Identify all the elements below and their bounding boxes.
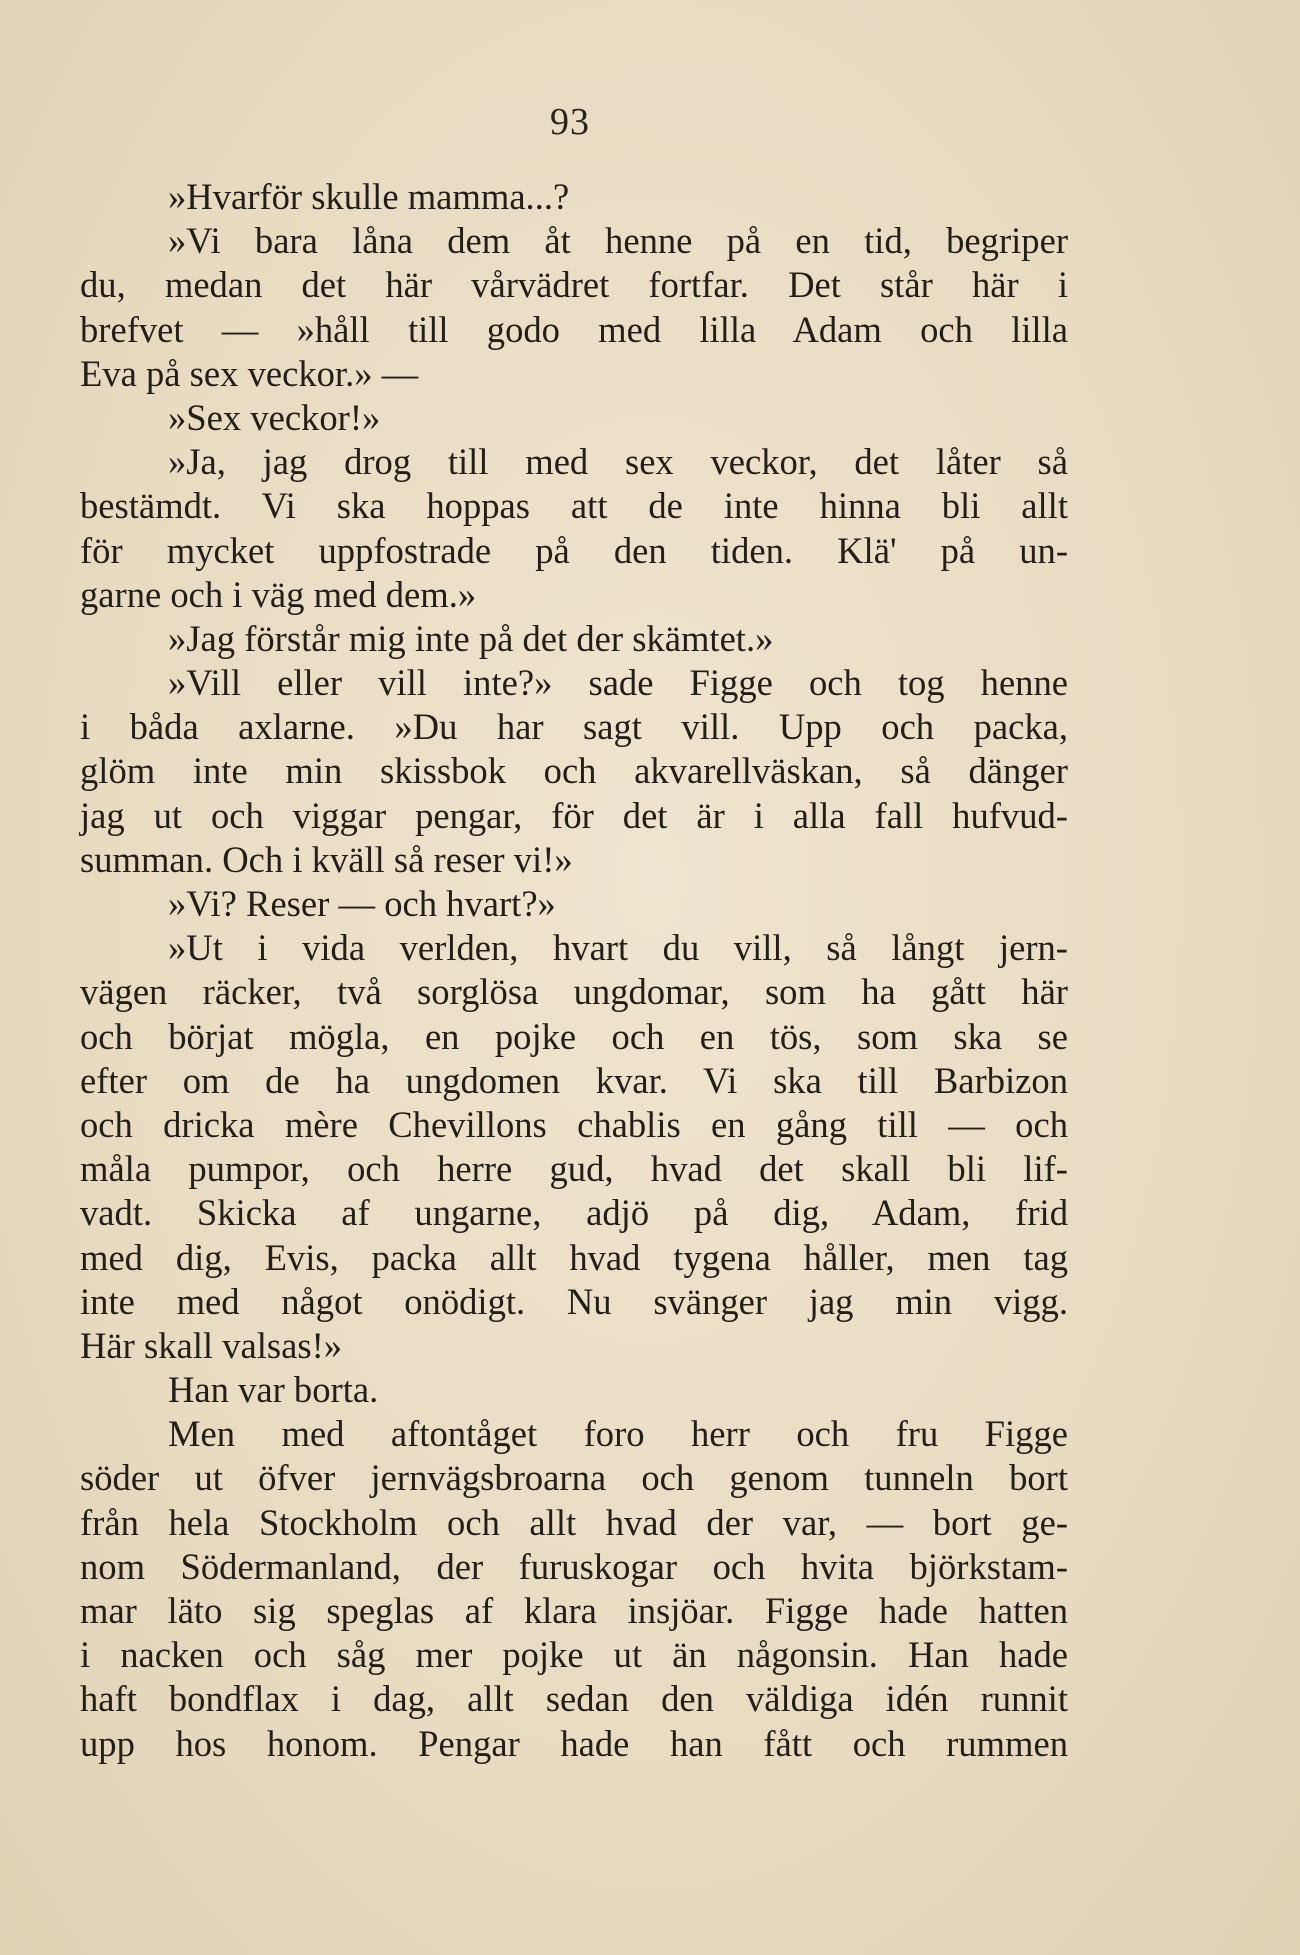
text-line: Här skall valsas!» (80, 1324, 343, 1366)
text-line: jag ut och viggar pengar, för det är i alla fall hufvud- (80, 794, 1068, 836)
text-line: med dig, Evis, packa allt hvad tygena håller, men tag (80, 1236, 1068, 1278)
page-number: 93 (550, 101, 590, 143)
text-line: glöm inte min skissbok och akvarellväskan, så dänger (80, 750, 1068, 792)
text-line: inte med något onödigt. Nu svänger jag min vigg. (80, 1280, 1068, 1322)
text-line: »Hvarför skulle mamma...? (168, 176, 570, 217)
text-line: måla pumpor, och herre gud, hvad det skall bli lif- (80, 1148, 1068, 1190)
text-line: vadt. Skicka af ungarne, adjö på dig, Adam, frid (80, 1192, 1068, 1234)
text-line: i båda axlarne. »Du har sagt vill. Upp och packa, (80, 706, 1068, 748)
text-line: efter om de ha ungdomen kvar. Vi ska till Barbizon (80, 1059, 1068, 1101)
text-line: »Sex veckor!» (168, 396, 381, 438)
text-line: från hela Stockholm och allt hvad der var, — bort ge- (80, 1501, 1068, 1543)
text-line: summan. Och i kväll så reser vi!» (80, 838, 573, 880)
text-line: mar läto sig speglas af klara insjöar. Figge hade hatten (80, 1590, 1068, 1631)
text-line: upp hos honom. Pengar hade han fått och rummen (80, 1722, 1068, 1764)
text-line: och börjat mögla, en pojke och en tös, som ska se (80, 1015, 1068, 1057)
text-line: Eva på sex veckor.» — (80, 352, 419, 394)
text-line: brefvet — »håll till godo med lilla Adam och lilla (80, 308, 1068, 350)
text-line: haft bondflax i dag, allt sedan den väldiga idén runnit (80, 1678, 1068, 1720)
text-line: och dricka mère Chevillons chablis en gång till — och (80, 1103, 1068, 1145)
text-line: för mycket uppfostrade på den tiden. Klä' på un- (80, 529, 1068, 571)
text-line: bestämdt. Vi ska hoppas att de inte hinna bli allt (80, 485, 1068, 527)
text-line: i nacken och såg mer pojke ut än någonsin. Han hade (80, 1634, 1068, 1676)
text-line: garne och i väg med dem.» (80, 573, 477, 615)
body-text (80, 175, 1068, 1766)
text-line: »Vi? Reser — och hvart?» (168, 883, 556, 924)
text-line: »Ja, jag drog till med sex veckor, det låter så (168, 441, 1068, 483)
text-line: söder ut öfver jernvägsbroarna och genom tunneln bort (80, 1457, 1068, 1499)
text-line: vägen räcker, två sorglösa ungdomar, som ha gått här (80, 971, 1068, 1013)
text-line: »Vi bara låna dem åt henne på en tid, begriper (168, 220, 1068, 262)
text-line: nom Södermanland, der furuskogar och hvita björkstam- (80, 1545, 1068, 1587)
text-line: Men med aftontåget foro herr och fru Figge (168, 1413, 1068, 1455)
text-line: du, medan det här vårvädret fortfar. Det står här i (80, 264, 1068, 306)
text-line: »Vill eller vill inte?» sade Figge och tog henne (168, 662, 1068, 704)
text-line: »Jag förstår mig inte på det der skämtet.» (168, 617, 774, 659)
text-line: »Ut i vida verlden, hvart du vill, så långt jern- (168, 927, 1068, 969)
text-line: Han var borta. (168, 1369, 379, 1411)
